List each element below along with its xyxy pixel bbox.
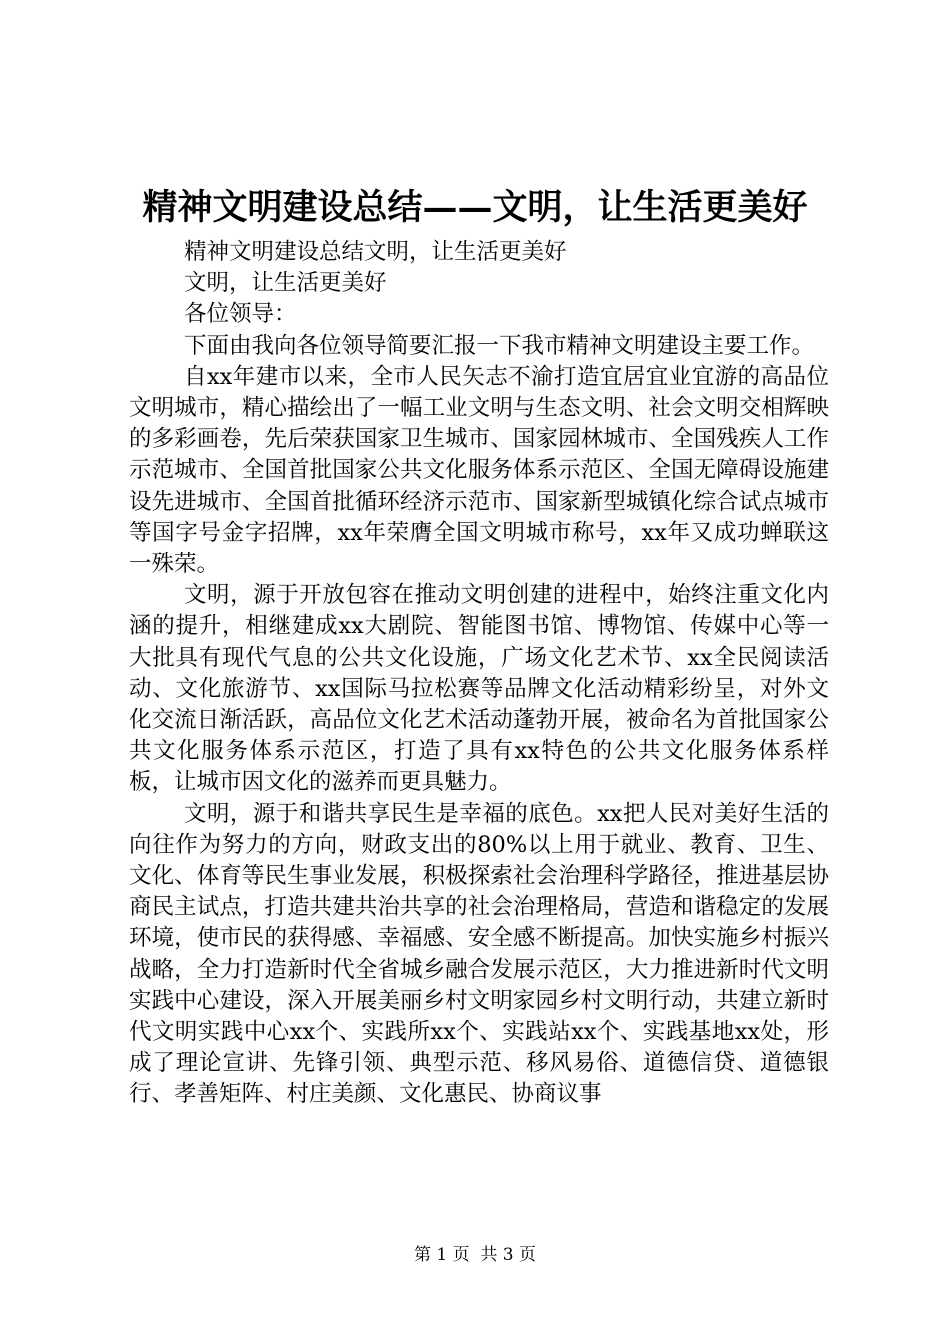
- document-title: 精神文明建设总结——文明，让生活更美好: [142, 187, 808, 228]
- paragraph-livelihood: 文明，源于和谐共享民生是幸福的底色。xx把人民对美好生活的向往作为努力的方向，财政支出的80%以上用于就业、教育、卫生、文化、体育等民生事业发展，积极探索社会治理科学路径，推进基层协商民主试点，打造共建共治共享的社会治理格局，营造和谐稳定的发展环境，使市民的获得感、幸福感、安全感不断提高。加快实施乡村振兴战略，全力打造新时代全省城乡融合发展示范区，大力推进新时代文明实践中心建设，深入开展美丽乡村文明家园乡村文明行动，共建立新时代文明实践中心xx个、实践所xx个、实践站xx个、实践基地xx处，形成了理论宣讲、先锋引领、典型示范、移风易俗、道德信贷、道德银行、孝善矩阵、村庄美颜、文化惠民、协商议事: [129, 800, 829, 1108]
- paragraph-subtitle: 精神文明建设总结文明，让生活更美好: [184, 239, 567, 265]
- paragraph-salutation: 各位领导：: [184, 301, 297, 328]
- paragraph-heading: 文明，让生活更美好: [184, 270, 387, 297]
- paragraph-intro: 下面由我向各位领导简要汇报一下我市精神文明建设主要工作。: [184, 332, 815, 359]
- paragraph-culture: 文明，源于开放包容在推动文明创建的进程中，始终注重文化内涵的提升，相继建成xx大剧院、智能图书馆、博物馆、传媒中心等一大批具有现代气息的公共文化设施，广场文化艺术节、xx全民阅读活动、文化旅游节、xx国际马拉松赛等品牌文化活动精彩纷呈，对外文化交流日渐活跃，高品位文化艺术活动蓬勃开展，被命名为首批国家公共文化服务体系示范区，打造了具有xx特色的公共文化服务体系样板，让城市因文化的滋养而更具魅力。: [129, 582, 829, 796]
- page-footer: 第 1 页 共 3 页: [413, 1245, 537, 1265]
- paragraph-city-honors: 自xx年建市以来，全市人民矢志不渝打造宜居宜业宜游的高品位文明城市，精心描绘出了一幅工业文明与生态文明、社会文明交相辉映的多彩画卷，先后荣获国家卫生城市、国家园林城市、全国残疾人工作示范城市、全国首批国家公共文化服务体系示范区、全国无障碍设施建设先进城市、全国首批循环经济示范市、国家新型城镇化综合试点城市等国字号金字招牌，xx年荣膺全国文明城市称号，xx年又成功蝉联这一殊荣。: [129, 363, 829, 578]
- document-body: [129, 237, 829, 1187]
